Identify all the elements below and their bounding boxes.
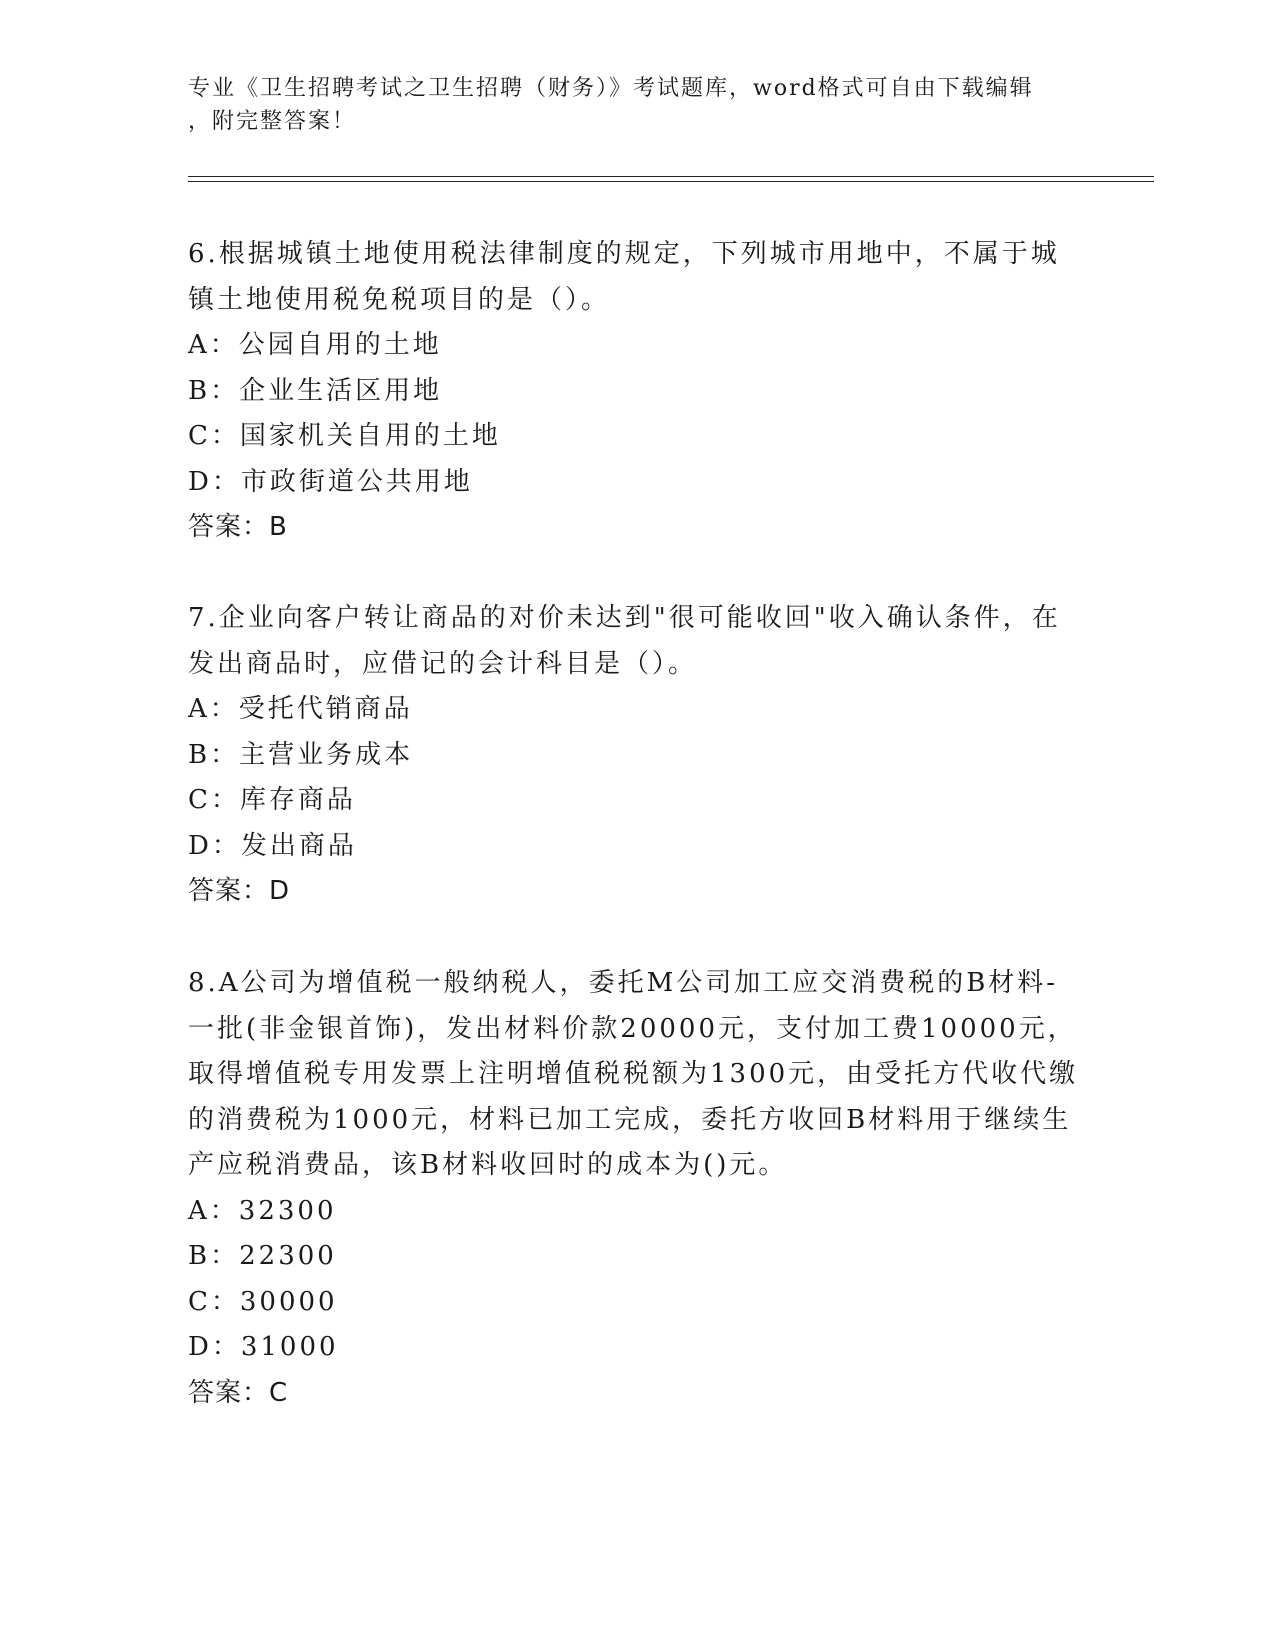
question-stem-line: 发出商品时，应借记的会计科目是（）。: [188, 648, 698, 679]
option-d: D：市政街道公共用地: [188, 466, 473, 497]
question-stem-line: 8.A公司为增值税一般纳税人，委托M公司加工应交消费税的B材料-: [188, 968, 1059, 998]
answer: 答案：B: [188, 512, 288, 542]
answer: 答案：D: [188, 876, 291, 906]
option-a: A：公园自用的土地: [188, 330, 442, 360]
header-divider-top: [188, 176, 1154, 177]
question-6: [188, 232, 1088, 551]
header-divider-bottom: [188, 181, 1154, 182]
question-stem-line: 7.企业向客户转让商品的对价未达到"很可能收回"收入确认条件，在: [188, 603, 1061, 633]
option-c: C：库存商品: [188, 785, 356, 815]
option-d: D：31000: [188, 1332, 339, 1362]
document-header: [188, 72, 1068, 138]
question-stem-line: 镇土地使用税免税项目的是（）。: [188, 284, 611, 315]
option-b: B：22300: [188, 1241, 337, 1271]
header-line-1: 专业《卫生招聘考试之卫生招聘（财务）》考试题库，word格式可自由下载编辑: [188, 76, 1034, 101]
option-c: C：30000: [188, 1286, 338, 1317]
header-line-2: ，附完整答案！: [188, 109, 357, 134]
option-a: A：32300: [188, 1195, 337, 1226]
question-stem-line: 产应税消费品，该B材料收回时的成本为()元。: [188, 1150, 788, 1180]
answer: 答案：C: [188, 1377, 289, 1408]
question-7: [188, 596, 1088, 915]
question-8: [188, 961, 1088, 1416]
option-d: D：发出商品: [188, 830, 357, 861]
question-stem-line: 取得增值税专用发票上注明增值税税额为1300元，由受托方代收代缴: [188, 1059, 1079, 1089]
question-stem-line: 6.根据城镇土地使用税法律制度的规定，下列城市用地中，不属于城: [188, 239, 1060, 269]
question-stem-line: 的消费税为1000元，材料已加工完成，委托方收回B材料用于继续生: [188, 1104, 1072, 1135]
option-c: C：国家机关自用的土地: [188, 421, 501, 451]
option-a: A：受托代销商品: [188, 694, 413, 724]
option-b: B：主营业务成本: [188, 739, 414, 770]
option-b: B：企业生活区用地: [188, 375, 443, 406]
question-stem-line: 一批(非金银首饰)，发出材料价款20000元，支付加工费10000元，: [188, 1013, 1077, 1044]
